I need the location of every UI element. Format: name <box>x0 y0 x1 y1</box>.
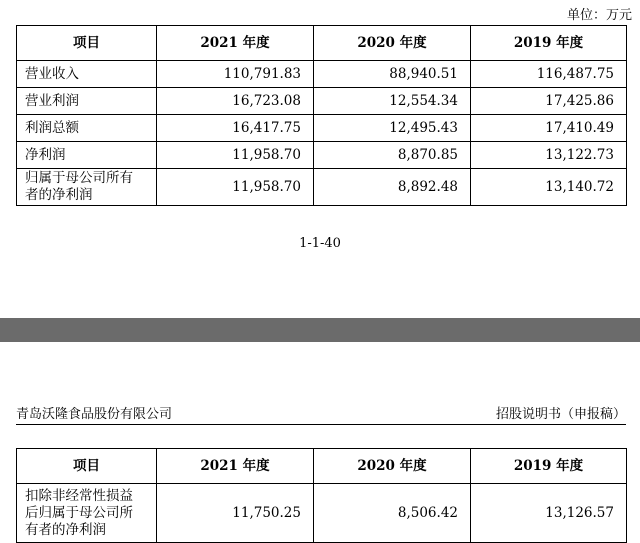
cell-2020: 8,870.85 <box>314 142 471 169</box>
cell-2020: 8,892.48 <box>314 169 471 206</box>
row-label-line: 归属于母公司所有 <box>25 170 133 186</box>
row-label: 营业利润 <box>17 88 157 115</box>
cell-2019: 13,140.72 <box>471 169 627 206</box>
row-label: 利润总额 <box>17 115 157 142</box>
unit-note: 单位：万元 <box>566 8 632 23</box>
table-header-row <box>17 449 627 484</box>
company-name: 青岛沃隆食品股份有限公司 <box>16 407 173 422</box>
cell-2019: 17,410.49 <box>471 115 627 142</box>
column-header-2021: 2021 年度 <box>157 26 314 61</box>
row-label: 净利润 <box>17 142 157 169</box>
cell-2021: 11,958.70 <box>157 169 314 206</box>
row-label-line: 有者的净利润 <box>25 521 106 538</box>
table-row <box>17 142 627 169</box>
table-header-row <box>17 26 627 61</box>
row-label-line: 后归属于母公司所 <box>25 504 133 521</box>
column-header-2019: 2019 年度 <box>471 26 627 61</box>
table-row <box>17 61 627 88</box>
column-header-item: 项目 <box>17 449 157 484</box>
cell-2021: 11,750.25 <box>157 484 314 543</box>
table-row <box>17 484 627 543</box>
cell-2021: 110,791.83 <box>157 61 314 88</box>
cell-2019: 13,126.57 <box>471 484 627 543</box>
column-header-item: 项目 <box>17 26 157 61</box>
column-header-2020: 2020 年度 <box>314 26 471 61</box>
cell-2021: 11,958.70 <box>157 142 314 169</box>
financial-summary-table <box>16 25 627 206</box>
cell-2021: 16,417.75 <box>157 115 314 142</box>
cell-2019: 13,122.73 <box>471 142 627 169</box>
cell-2020: 8,506.42 <box>314 484 471 543</box>
page-number: 1-1-40 <box>299 236 341 251</box>
row-label: 营业收入 <box>17 61 157 88</box>
header-divider <box>16 424 626 425</box>
column-header-2020: 2020 年度 <box>314 449 471 484</box>
cell-2020: 88,940.51 <box>314 61 471 88</box>
table-row <box>17 115 627 142</box>
row-label-line: 者的净利润 <box>25 187 93 203</box>
column-header-2019: 2019 年度 <box>471 449 627 484</box>
row-label-line: 扣除非经常性损益 <box>25 487 133 504</box>
cell-2020: 12,495.43 <box>314 115 471 142</box>
table-row <box>17 169 627 206</box>
cell-2019: 17,425.86 <box>471 88 627 115</box>
cell-2019: 116,487.75 <box>471 61 627 88</box>
adjusted-profit-table <box>16 448 627 543</box>
row-label <box>17 169 157 206</box>
cell-2020: 12,554.34 <box>314 88 471 115</box>
row-label <box>17 484 157 543</box>
column-header-2021: 2021 年度 <box>157 449 314 484</box>
cell-2021: 16,723.08 <box>157 88 314 115</box>
document-title: 招股说明书（申报稿） <box>495 407 626 422</box>
page-break-divider <box>0 318 640 342</box>
table-row <box>17 88 627 115</box>
